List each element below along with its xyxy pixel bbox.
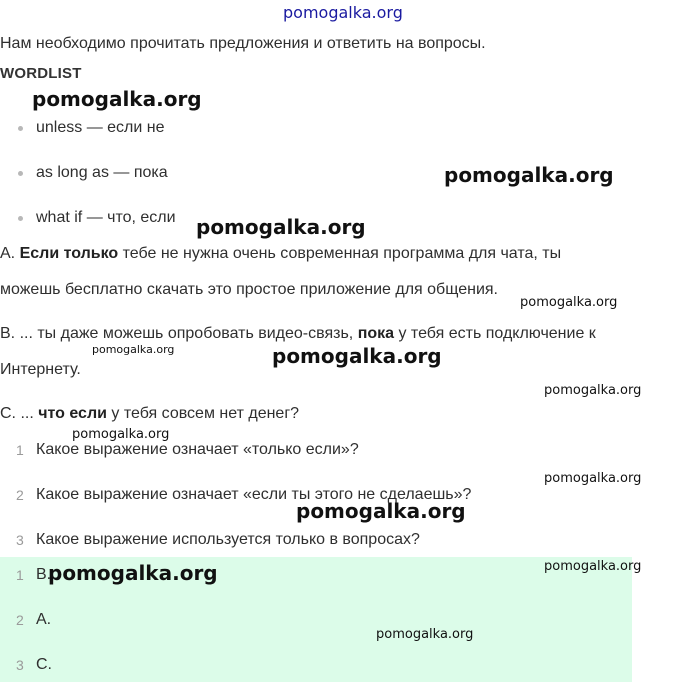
watermark: pomogalka.org (296, 499, 466, 523)
watermark: pomogalka.org (48, 561, 218, 585)
watermark-top: pomogalka.org (283, 3, 403, 22)
watermark: pomogalka.org (32, 87, 202, 111)
watermark: pomogalka.org (272, 344, 442, 368)
question-text: Какое выражение означает «если ты этого не сделаешь»? (36, 486, 472, 503)
answer-number: 2 (16, 612, 24, 628)
wordlist-heading: WORDLIST (0, 65, 82, 82)
wordlist-item: what if — что, если (36, 209, 176, 226)
answer-number: 1 (16, 567, 24, 583)
keyword: что если (38, 405, 107, 422)
question-number: 3 (16, 532, 24, 548)
keyword: Если только (19, 245, 119, 262)
watermark: pomogalka.org (376, 627, 474, 642)
keyword: пока (357, 325, 395, 342)
answer-number: 3 (16, 657, 24, 673)
question-number: 1 (16, 442, 24, 458)
answer-text: C. (36, 656, 52, 673)
answer-text: A. (36, 611, 52, 628)
bullet-icon (18, 171, 23, 176)
watermark: pomogalka.org (72, 427, 170, 442)
question-number: 2 (16, 487, 24, 503)
sentence-b-line1: B. ... ты даже можешь опробовать видео-связь, пока у тебя есть подключение к (0, 325, 596, 342)
answer-text: B. (36, 566, 52, 583)
watermark: pomogalka.org (544, 383, 642, 398)
sentence-a-line2: можешь бесплатно скачать это простое приложение для общения. (0, 281, 498, 298)
wordlist-item: unless — если не (36, 119, 165, 136)
watermark: pomogalka.org (544, 471, 642, 486)
question-text: Какое выражение означает «только если»? (36, 441, 359, 458)
intro-text: Нам необходимо прочитать предложения и ответить на вопросы. (0, 35, 486, 52)
sentence-b-line2: Интернету. (0, 361, 81, 378)
wordlist-item: as long as — пока (36, 164, 168, 181)
bullet-icon (18, 126, 23, 131)
watermark: pomogalka.org (544, 559, 642, 574)
watermark: pomogalka.org (92, 343, 175, 356)
bullet-icon (18, 216, 23, 221)
sentence-c: C. ... что если у тебя совсем нет денег? (0, 405, 300, 422)
watermark: pomogalka.org (196, 215, 366, 239)
sentence-a-line1: A. Если только тебе не нужна очень современная программа для чата, ты (0, 245, 562, 262)
question-text: Какое выражение используется только в вопросах? (36, 531, 420, 548)
watermark: pomogalka.org (520, 295, 618, 310)
watermark: pomogalka.org (444, 163, 614, 187)
